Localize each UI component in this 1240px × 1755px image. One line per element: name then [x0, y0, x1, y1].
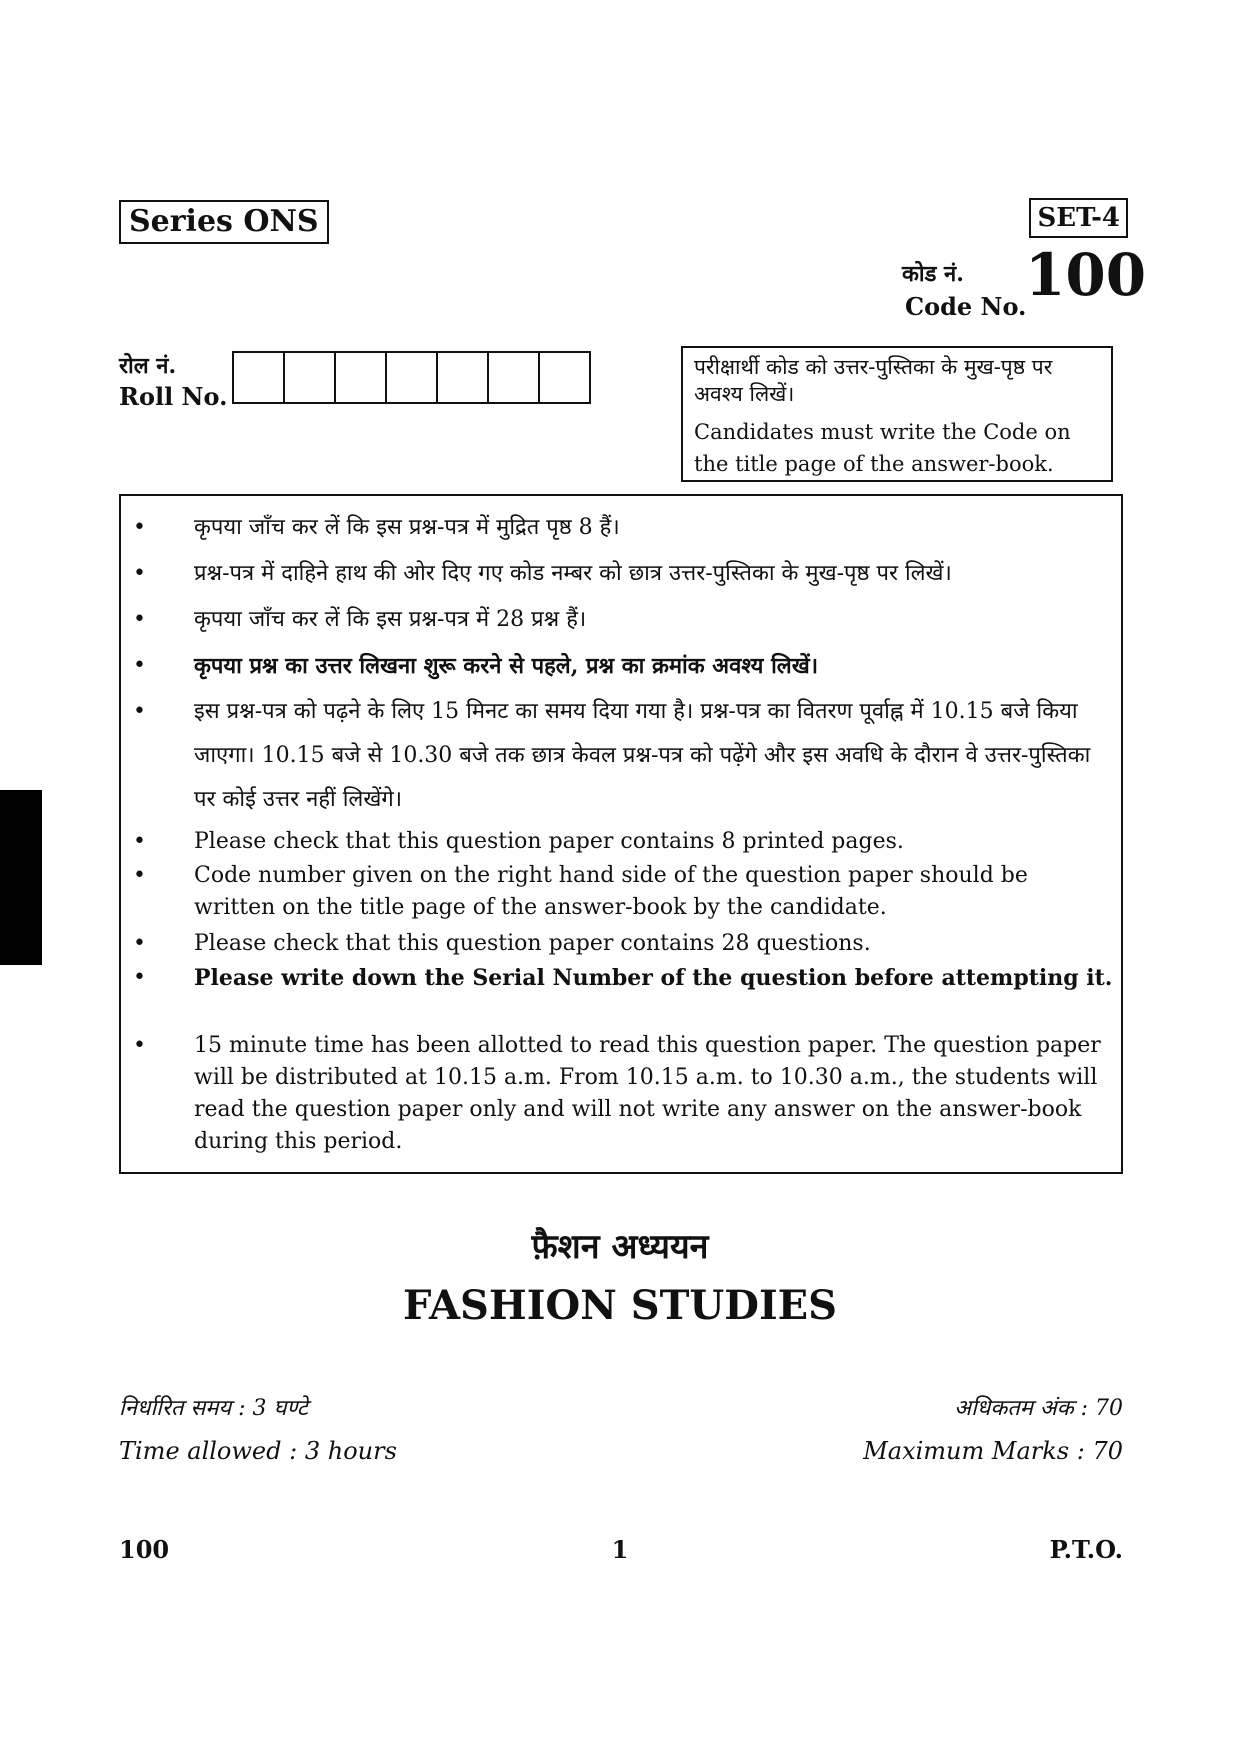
roll-number-grid[interactable]: [232, 351, 591, 404]
side-tab-marker: [0, 790, 42, 965]
instruction-text: कृपया प्रश्न का उत्तर लिखना शुरू करने से पहले, प्रश्न का क्रमांक अवश्य लिखें।: [194, 653, 819, 679]
series-label: Series ONS: [119, 200, 329, 244]
roll-cell[interactable]: [234, 353, 285, 402]
instruction-text: 15 minute time has been allotted to read this question paper. The question paper will be distributed at 10.15 a.m. From 10.15 a.m. to 10.30 a.m., the students will read the question paper only and will not write any answer on the answer-book during this period.: [194, 1033, 1101, 1154]
footer-code: 100: [119, 1535, 170, 1564]
roll-cell[interactable]: [336, 353, 387, 402]
code-instruction-english: Candidates must write the Code on the title page of the answer-book.: [694, 420, 1071, 476]
roll-label-english: Roll No.: [119, 382, 228, 411]
instruction-text: Please check that this question paper contains 8 printed pages.: [194, 829, 904, 854]
roll-cell[interactable]: [489, 353, 540, 402]
pto-label: P.T.O.: [1049, 1535, 1123, 1564]
code-label-english: Code No.: [905, 292, 1027, 321]
instruction-text: Please check that this question paper contains 28 questions.: [194, 931, 871, 956]
subject-title-hindi: फ़ैशन अध्ययन: [531, 1227, 709, 1267]
instruction-text: कृपया जाँच कर लें कि इस प्रश्न-पत्र में मुद्रित पृष्ठ 8 हैं।: [194, 515, 620, 540]
roll-cell[interactable]: [540, 353, 589, 402]
bullet-icon: •: [133, 699, 146, 724]
time-allowed-english: Time allowed : 3 hours: [119, 1437, 397, 1465]
roll-cell[interactable]: [285, 353, 336, 402]
page-number: 1: [611, 1535, 629, 1564]
instruction-text: इस प्रश्न-पत्र को पढ़ने के लिए 15 मिनट का समय दिया गया है। प्रश्न-पत्र का वितरण पूर्वाह्न में 10.15 बजे किया जाएगा। 10.15 बजे से 10.30 बजे तक छात्र केवल प्रश्न-पत्र को पढ़ेंगे और इस अवधि के दौरान वे उत्तर-पुस्तिका पर कोई उत्तर नहीं लिखेंगे।: [194, 699, 1091, 812]
instruction-text: प्रश्न-पत्र में दाहिने हाथ की ओर दिए गए कोड नम्बर को छात्र उत्तर-पुस्तिका के मुख-पृष्ठ पर लिखें।: [194, 561, 952, 586]
set-label: SET-4: [1029, 198, 1128, 238]
time-allowed-hindi: निर्धारित समय : 3 घण्टे: [119, 1396, 308, 1421]
code-number: 100: [1025, 241, 1147, 309]
instruction-text: Code number given on the right hand side of the question paper should be written on the title page of the answer-book by the candidate.: [194, 863, 1028, 920]
bullet-icon: •: [133, 931, 146, 956]
roll-cell[interactable]: [438, 353, 489, 402]
bullet-icon: •: [133, 561, 146, 586]
instruction-text: Please write down the Serial Number of the question before attempting it.: [194, 965, 1113, 991]
bullet-icon: •: [133, 515, 146, 540]
code-instruction-box: [681, 346, 1113, 482]
subject-title-english: FASHION STUDIES: [402, 1282, 838, 1329]
instructions-box: [119, 494, 1123, 1174]
code-label-hindi: कोड नं.: [902, 261, 964, 287]
maximum-marks-hindi: अधिकतम अंक : 70: [954, 1396, 1123, 1421]
maximum-marks-english: Maximum Marks : 70: [863, 1437, 1123, 1465]
roll-cell[interactable]: [387, 353, 438, 402]
bullet-icon: •: [133, 863, 146, 888]
bullet-icon: •: [133, 829, 146, 854]
code-instruction-hindi: परीक्षार्थी कोड को उत्तर-पुस्तिका के मुख-पृष्ठ पर अवश्य लिखें।: [694, 355, 1053, 406]
instruction-text: कृपया जाँच कर लें कि इस प्रश्न-पत्र में 28 प्रश्न हैं।: [194, 607, 587, 632]
bullet-icon: •: [133, 653, 146, 678]
bullet-icon: •: [133, 1033, 146, 1058]
bullet-icon: •: [133, 965, 146, 990]
bullet-icon: •: [133, 607, 146, 632]
roll-label-hindi: रोल नं.: [119, 353, 177, 379]
